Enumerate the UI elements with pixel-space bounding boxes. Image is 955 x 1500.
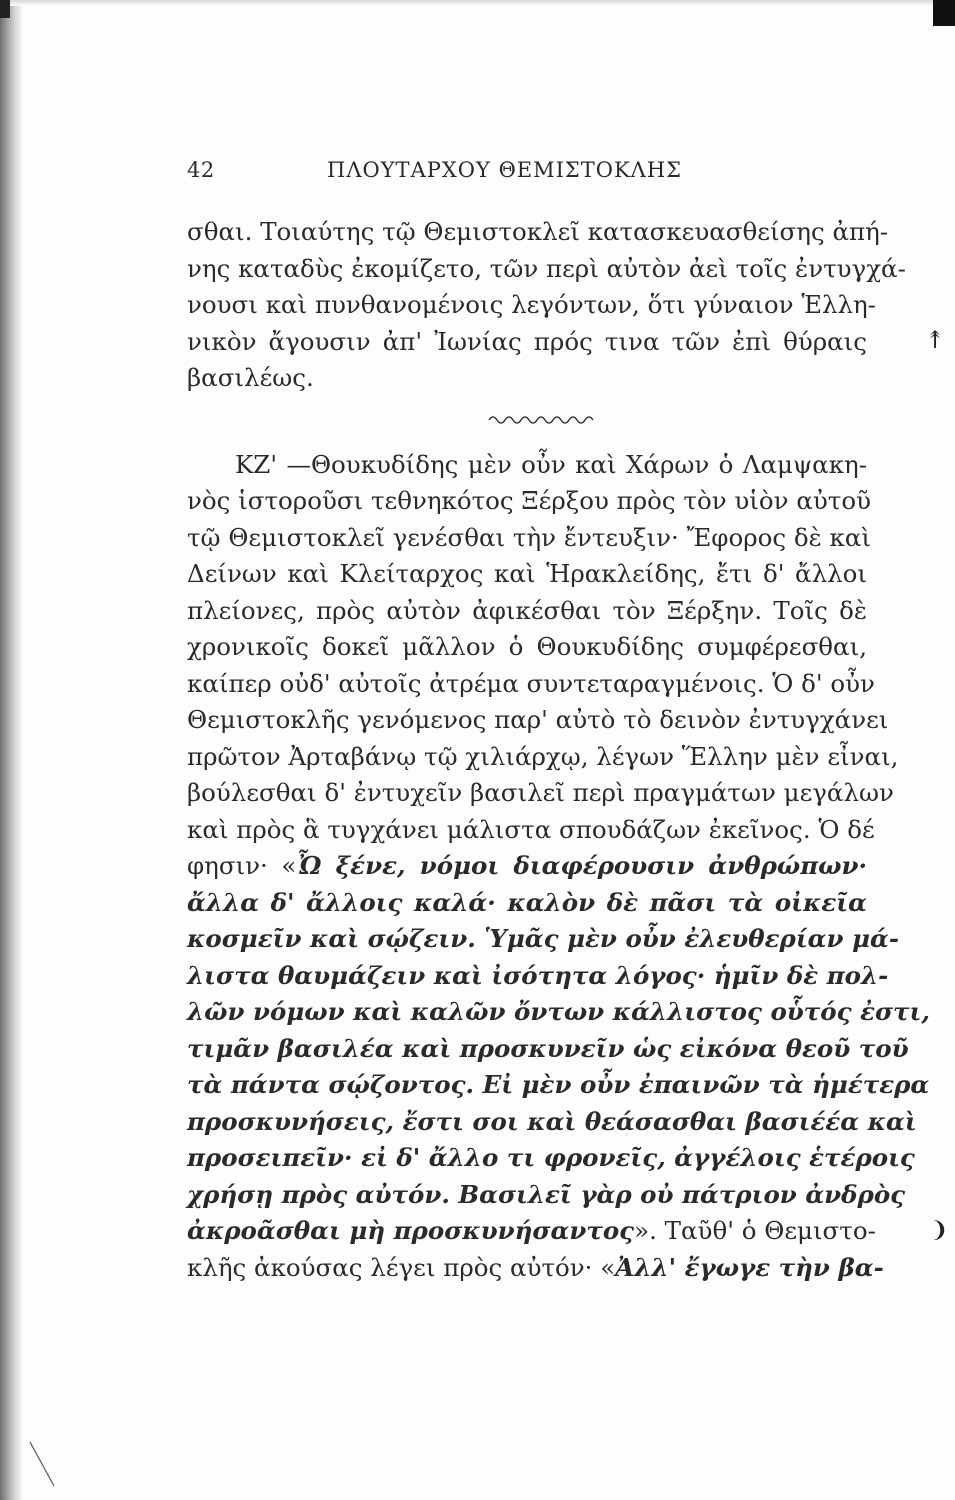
page-edge-shadow [0, 0, 22, 1500]
text-line: καὶ πρὸς ἃ τυγχάνει μάλιστα σπουδάζων ἐκεῖνος. Ὁ δέ [187, 814, 875, 844]
text-line: σθαι. Τοιαύτης τῷ Θεμιστοκλεῖ κατασκευασθείσης ἀπή- [187, 217, 889, 246]
section-divider [187, 397, 867, 447]
page-top-shadow [0, 0, 955, 6]
paragraph-1 [187, 214, 906, 397]
plain-text: φησιν· « [187, 851, 297, 880]
page-header [187, 158, 867, 188]
scan-corner-right [933, 0, 955, 26]
text-line: νης καταδὺς ἐκομίζετο, τῶν περὶ αὐτὸν ἀεὶ τοῖς ἐντυγχά- [187, 253, 906, 283]
scan-corner-left [0, 0, 10, 18]
text-line: νικὸν ἄγουσιν ἀπ' Ἰωνίας πρός τινα τῶν ἐπὶ θύραις [187, 326, 867, 356]
bold-quote-line: ἄλλα δ' ἄλλοις καλά· καλὸν δὲ πᾶσι τὰ οἰκεῖα [187, 887, 867, 917]
margin-mark: ↟ [925, 326, 946, 354]
text-line: χρονικοῖς δοκεῖ μᾶλλον ὁ Θουκυδίδης συμφέρεσθαι, [187, 632, 867, 661]
bold-quote-line: προσκυνήσεις, ἔστι σοι καὶ θεάσασθαι βασιέέα καὶ [187, 1106, 917, 1136]
text-line: νὸς ἱστοροῦσι τεθνηκότος Ξέρξου πρὸς τὸν υἱὸν αὐτοῦ [187, 486, 871, 515]
bold-quote-line: προσειπεῖν· εἰ δ' ἄλλο τι φρονεῖς, ἀγγέλοις ἑτέροις [187, 1143, 915, 1172]
text-line: καίπερ οὐδ' αὐτοῖς ἀτρέμα συντεταραγμένοις. Ὁ δ' οὖν [187, 668, 875, 698]
text-line-mixed [187, 848, 867, 885]
bold-quote-line: λιστα θαυμάζειν καὶ ἰσότητα λόγος· ἡμῖν δὲ πολ- [187, 960, 889, 990]
text-line: πρῶτον Ἀρταβάνῳ τῷ χιλιάρχῳ, λέγων Ἕλλην μὲν εἶναι, [187, 741, 899, 771]
bold-quote-text: Ὦ ξένε, νόμοι διαφέρουσιν ἀνθρώπων· [296, 851, 868, 880]
text-line: νουσι καὶ πυνθανομένοις λεγόντων, ὅτι γύναιον Ἑλλη- [187, 290, 876, 319]
bold-quote-line: τὰ πάντα σῴζοντος. Εἰ μὲν οὖν ἐπαινῶν τὰ ἡμέτερα [187, 1070, 930, 1099]
paragraph-2 [187, 447, 930, 1287]
text-line: πλείονες, πρὸς αὐτὸν ἀφικέσθαι τὸν Ξέρξην. Τοῖς δὲ [187, 595, 867, 625]
pencil-stroke-mark [28, 1440, 58, 1490]
bold-quote-text: Ἀλλ' ἔγωγε τὴν βα- [615, 1252, 884, 1282]
text-line-mixed [187, 1250, 884, 1287]
text-line-mixed [187, 1213, 876, 1250]
page-number: 42 [187, 158, 215, 182]
margin-mark: ❩ [930, 1218, 949, 1243]
plain-text: ». Ταῦθ' ὁ Θεμιστο- [634, 1216, 876, 1245]
running-title: ΠΛΟΥΤΑΡΧΟΥ ΘΕΜΙΣΤΟΚΛΗΣ [327, 158, 682, 182]
text-line: ΚΖ' —Θουκυδίδης μὲν οὖν καὶ Χάρων ὁ Λαμψακη- [235, 449, 867, 479]
text-line: τῷ Θεμιστοκλεῖ γενέσθαι τὴν ἔντευξιν· Ἔφορος δὲ καὶ [187, 522, 872, 552]
bold-quote-text: ἀκροᾶσθαι μὴ προσκυνήσαντος [187, 1216, 635, 1245]
bold-quote-line: κοσμεῖν καὶ σῴζειν. Ὑμᾶς μὲν οὖν ἐλευθερίαν μά- [187, 924, 900, 953]
bold-quote-line: λῶν νόμων καὶ καλῶν ὄντων κάλλιστος οὗτός ἐστι, [187, 997, 930, 1026]
wavy-rule-ornament [487, 413, 597, 427]
text-line: Θεμιστοκλῆς γενόμενος παρ' αὐτὸ τὸ δεινὸν ἐντυγχάνει [187, 705, 889, 734]
plain-text: κλῆς ἀκούσας λέγει πρὸς αὐτόν· « [187, 1252, 616, 1282]
bold-quote-line: χρήσῃ πρὸς αὐτόν. Βασιλεῖ γὰρ οὐ πάτριον ἀνδρὸς [187, 1179, 906, 1209]
text-line: βούλεσθαι δ' ἐντυχεῖν βασιλεῖ περὶ πραγμάτων μεγάλων [187, 778, 894, 807]
body-text [187, 214, 930, 1286]
bold-quote-line: τιμᾶν βασιλέα καὶ προσκυνεῖν ὡς εἰκόνα θεοῦ τοῦ [187, 1033, 909, 1063]
text-line: Δείνων καὶ Κλείταρχος καὶ Ἡρακλείδης, ἔτι δ' ἄλλοι [187, 559, 867, 588]
text-line: βασιλέως. [187, 363, 314, 392]
